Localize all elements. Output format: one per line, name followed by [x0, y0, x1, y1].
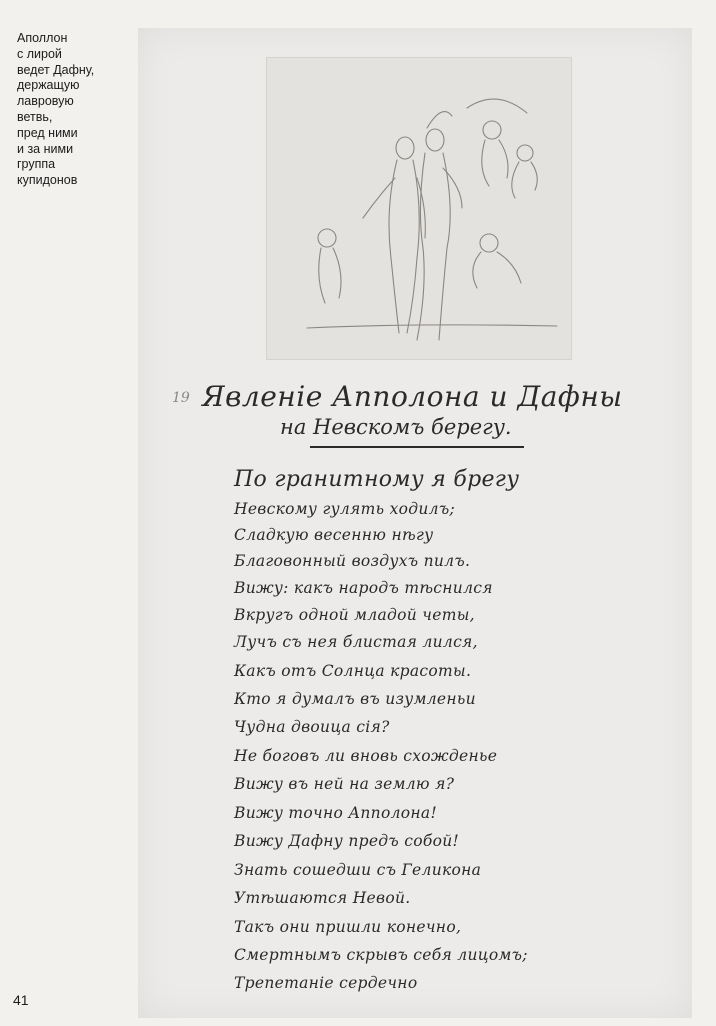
illustration-sketch — [267, 58, 571, 359]
verse-line: Знать сошедши съ Геликона — [234, 861, 482, 879]
verse-line: Вижу точно Апполона! — [234, 804, 437, 822]
verse-line: Сладкую весенню нѣгу — [234, 526, 434, 544]
verse-line: По гранитному я брегу — [234, 467, 520, 492]
caption: Аполлон с лирой ведет Дафну, держащую лавровую ветвь, пред ними и за ними группа купидонов — [17, 31, 95, 188]
verse-line: Такъ они пришли конечно, — [234, 918, 462, 936]
title-underline — [310, 446, 524, 448]
illustration-apollo-daphne — [266, 57, 572, 360]
verse-line: Какъ отъ Солнца красоты. — [234, 662, 472, 680]
margin-number: 19 — [172, 390, 190, 406]
verse-line: Трепетаніе сердечно — [234, 974, 418, 992]
verse-line: Вижу въ ней на землю я? — [234, 775, 455, 793]
verse-line: Не боговъ ли вновь схожденье — [234, 747, 498, 765]
verse-line: Благовонный воздухъ пилъ. — [234, 552, 471, 570]
verse-line: Смертнымъ скрывъ себя лицомъ; — [234, 946, 528, 964]
verse-line: Чудна двоица сiя? — [234, 718, 390, 736]
poem-subtitle: на Невскомъ берегу. — [280, 415, 512, 439]
verse-line: Вижу: какъ народъ тѣснился — [234, 579, 493, 597]
verse-line: Невскому гулять ходилъ; — [234, 500, 455, 518]
verse-line: Вижу Дафну предъ собой! — [234, 832, 460, 850]
page-number: 41 — [13, 992, 29, 1008]
verse-line: Лучъ съ нея блистая лился, — [234, 633, 478, 651]
poem-title: Явленіе Апполона и Дафны — [202, 380, 623, 413]
verse-line: Вкругъ одной младой четы, — [234, 606, 475, 624]
verse-line: Кто я думалъ въ изумленьи — [234, 690, 476, 708]
verse-line: Утѣшаются Невой. — [234, 889, 411, 907]
